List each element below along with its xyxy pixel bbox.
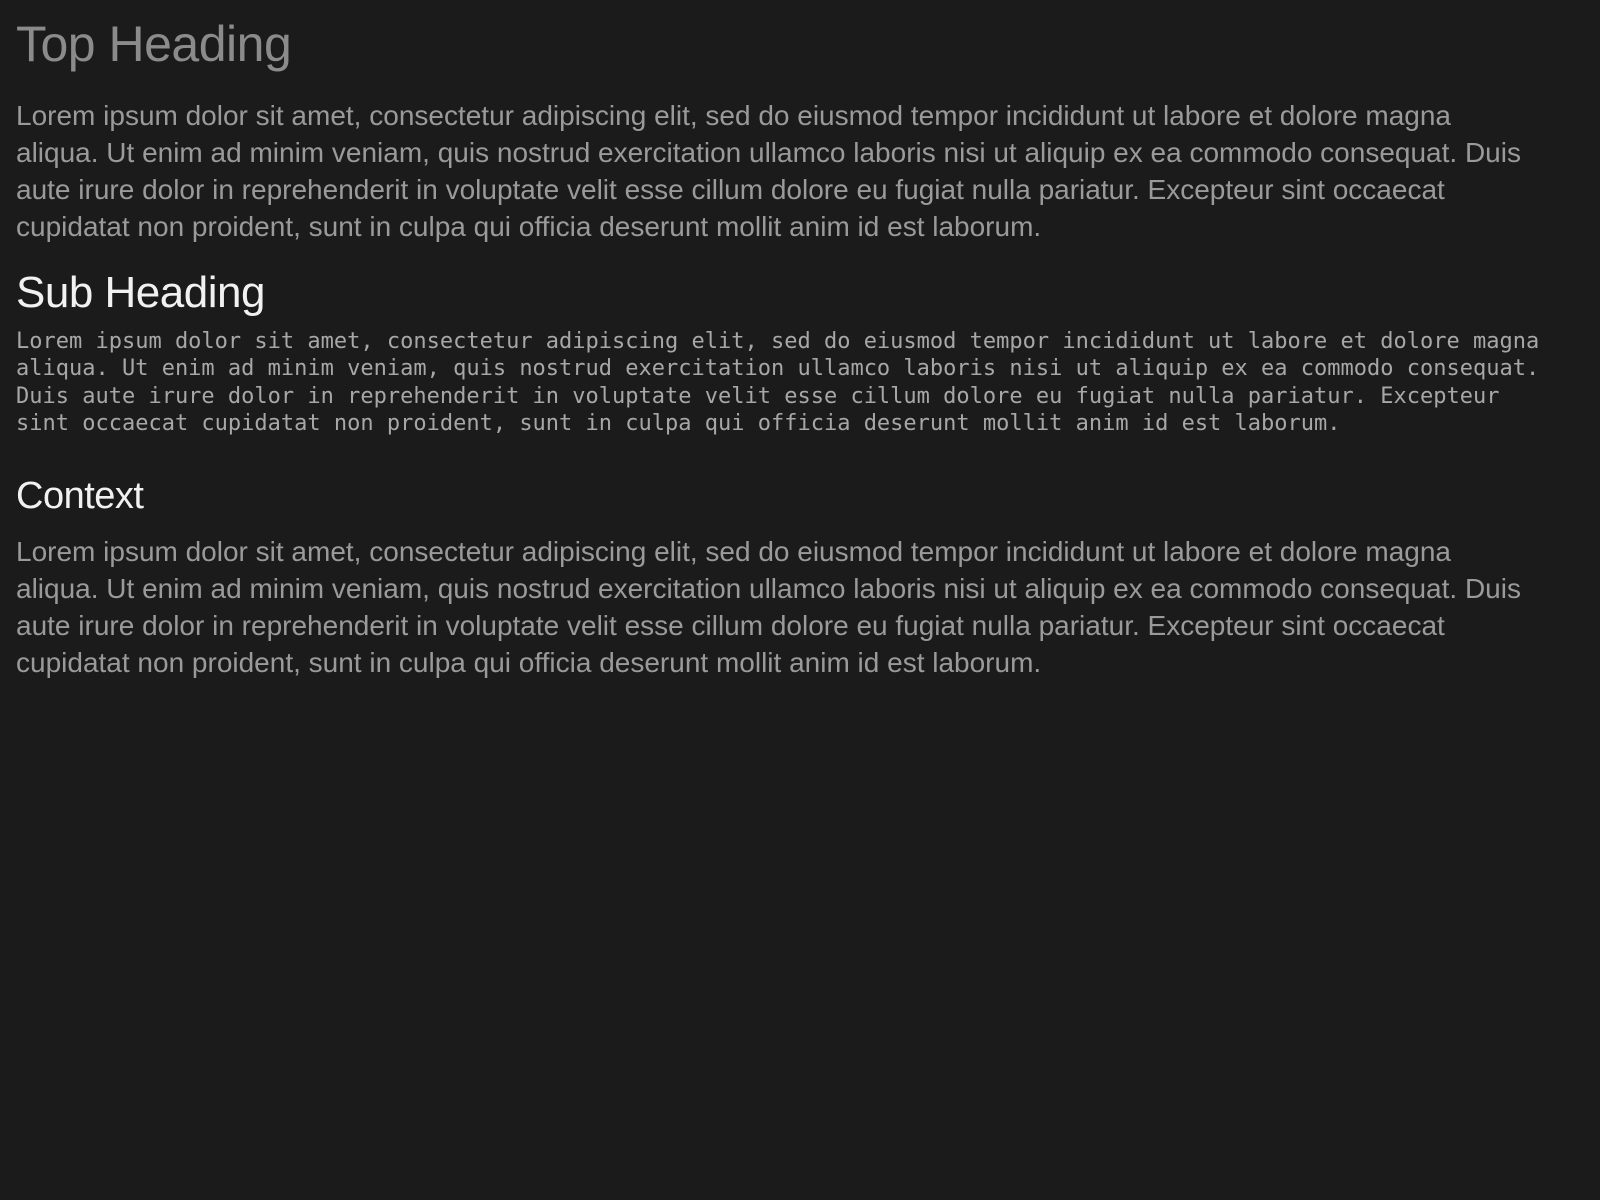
intro-paragraph: Lorem ipsum dolor sit amet, consectetur adipiscing elit, sed do eiusmod tempor incididunt ut labore et dolore magna aliqua. Ut enim ad minim veniam, quis nostrud exercitation ullamco laboris nisi ut aliquip ex ea commodo consequat. Duis aute irure dolor in reprehenderit in voluptate velit esse cillum dolore eu fugiat nulla pariatur. Excepteur sint occaecat cupidatat non proident, sunt in culpa qui officia deserunt mollit anim id est laborum.	[16, 100, 1521, 242]
mono-paragraph: Lorem ipsum dolor sit amet, consectetur adipiscing elit, sed do eiusmod tempor incididunt ut labore et dolore magna aliqua. Ut enim ad minim veniam, quis nostrud exercitation ullamco laboris nisi ut aliquip ex ea commodo consequat. Duis aute irure dolor in reprehenderit in voluptate velit esse cillum dolore eu fugiat nulla pariatur. Excepteur sint occaecat cupidatat non proident, sunt in culpa qui officia deserunt mollit anim id est laborum.	[16, 328, 1540, 437]
document-content	[16, 14, 1540, 681]
top-heading: Top Heading	[16, 16, 292, 72]
sub-heading: Sub Heading	[16, 268, 265, 317]
context-heading: Context	[16, 474, 144, 517]
context-paragraph: Lorem ipsum dolor sit amet, consectetur adipiscing elit, sed do eiusmod tempor incididunt ut labore et dolore magna aliqua. Ut enim ad minim veniam, quis nostrud exercitation ullamco laboris nisi ut aliquip ex ea commodo consequat. Duis aute irure dolor in reprehenderit in voluptate velit esse cillum dolore eu fugiat nulla pariatur. Excepteur sint occaecat cupidatat non proident, sunt in culpa qui officia deserunt mollit anim id est laborum.	[16, 536, 1521, 679]
